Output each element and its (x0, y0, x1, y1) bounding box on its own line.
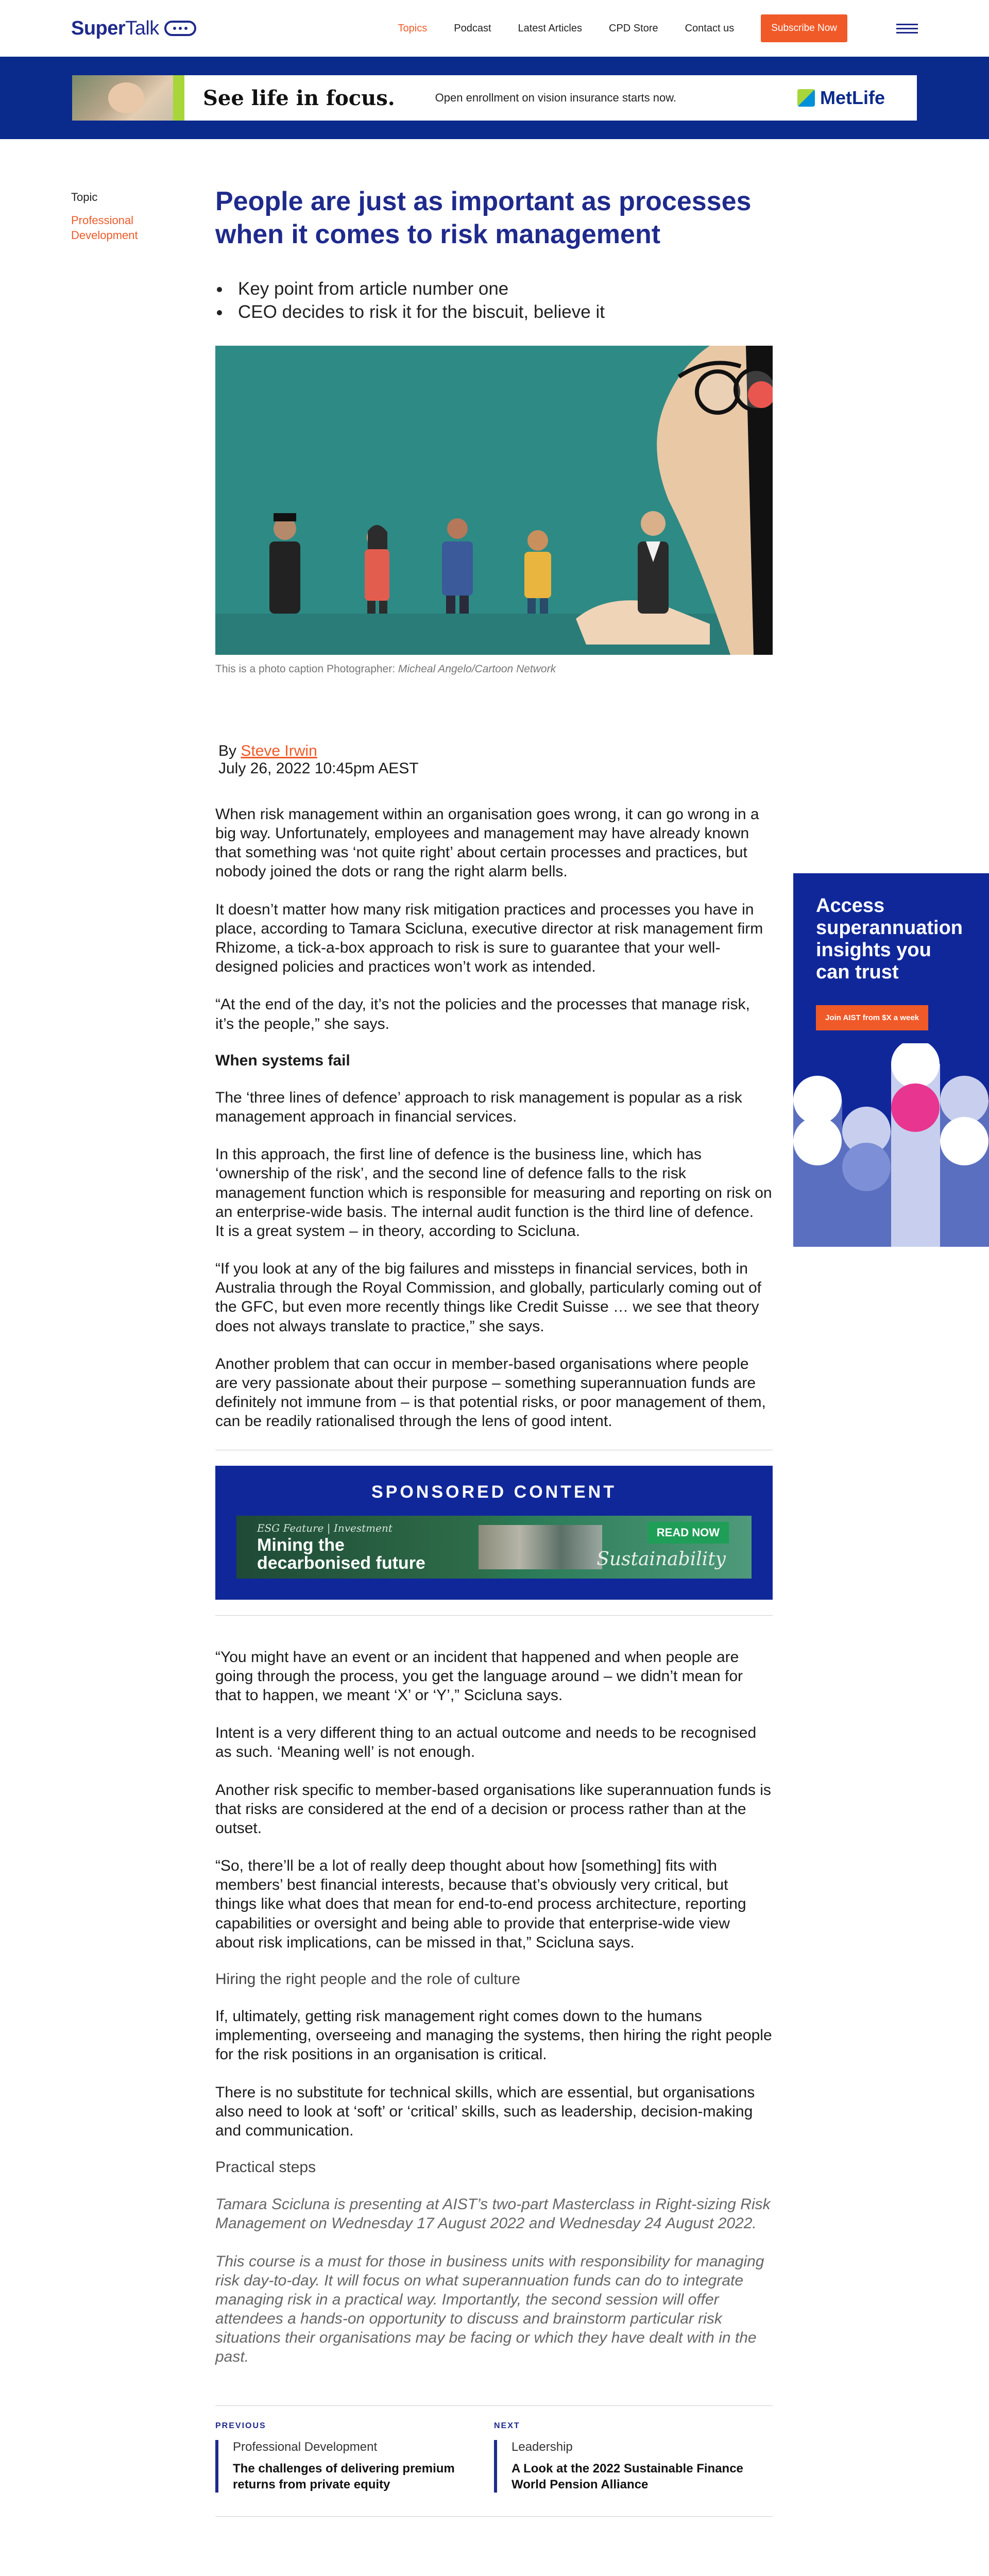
hamburger-menu-icon[interactable] (896, 24, 918, 33)
topic-link[interactable]: Professional Development (71, 214, 138, 242)
subheading: Practical steps (215, 2159, 316, 2176)
subheading: Hiring the right people and the role of culture (215, 1971, 521, 1988)
paragraph: When risk management within an organisation goes wrong, it can go wrong in a big way. Unfortunately, employees and management may have already known that something was ‘not quite right’ about certain processes and practices, but nobody joined the dots or rang the right alarm bells. (215, 805, 759, 880)
paragraph: “You might have an event or an incident that happened and when people are going through the process, you get the language around – we didn’t mean for that to happen, we meant ‘X’ or ‘Y’,” Scicluna says. (215, 1648, 743, 1704)
caption-text: This is a photo caption Photographer: (215, 663, 398, 675)
ad-photo (72, 75, 173, 121)
photo-caption (215, 663, 773, 675)
note-paragraph: This course is a must for those in business units with responsibility for managing risk day-to-day. It will focus on what superannuation funds can do to integrate managing risk in a practical way. Importantly, the second session will offer attendees a hands-on opportunity to discuss and brainstorm particular risk situations their organisations may be facing or which they have dealt with in the past. (215, 2252, 764, 2366)
next-category: Leadership (511, 2439, 573, 2454)
ad-banner[interactable] (72, 75, 917, 121)
sponsored-brand: Sustainability (596, 1548, 726, 1570)
previous-category: Professional Development (233, 2439, 378, 2454)
site-header (0, 0, 989, 57)
ad-headline: See life in focus. (203, 86, 395, 110)
paragraph: Another problem that can occur in member-based organisations where people are very passionate about their purpose – something superannuation funds are definitely not immune from – is that potential risks, or poor management of them, can be readily rationalised through the lens of good intent. (215, 1355, 766, 1430)
site-logo[interactable] (71, 18, 196, 40)
nav-podcast[interactable]: Podcast (454, 22, 491, 34)
previous-title: The challenges of delivering premium returns from private equity (233, 2461, 455, 2492)
paragraph: Another risk specific to member-based organisations like superannuation funds is that risks are considered at the end of a decision or process rather than at the outset. (215, 1781, 771, 1837)
publish-date: July 26, 2022 10:45pm AEST (218, 760, 419, 777)
ad-brand-logo (797, 87, 885, 109)
next-article[interactable] (494, 2421, 773, 2493)
main-content (0, 139, 989, 2576)
caption-credit: Micheal Angelo/Cartoon Network (398, 663, 556, 675)
promo-graphic (793, 1043, 989, 1247)
paragraph (215, 1145, 773, 1241)
paragraph: “At the end of the day, it’s not the policies and the processes that manage risk, it’s the people,” she says. (215, 996, 750, 1032)
ad-brand-name: MetLife (820, 87, 885, 108)
sponsored-tag: ESG Feature | Investment (257, 1521, 393, 1534)
next-label: NEXT (494, 2421, 520, 2430)
next-title: A Look at the 2022 Sustainable Finance World Pension Alliance (511, 2461, 743, 2492)
paragraph-text: In this approach, the first line of defence is the business line, which has ‘ownership of the risk’, and the second line of defence falls to the risk management function which is responsible for measuring and reporting on risk on an enterprise-wide basis. The internal audit function is the third line of defence. (215, 1146, 772, 1221)
sponsored-ad[interactable] (236, 1516, 752, 1579)
paragraph: There is no substitute for technical skills, which are essential, but organisations also need to look at ‘soft’ or ‘critical’ skills, such as leadership, decision-making and communication. (215, 2083, 755, 2139)
paragraph: “If you look at any of the big failures and missteps in financial services, both in Australia through the Royal Commission, and globally, particularly coming out of the GFC, but even more recently things like Credit Suisse … we see that theory does not always translate to practice,” she says. (215, 1260, 761, 1335)
promo-headline: Access superannuation insights you can trust (816, 895, 963, 983)
article-title: People are just as important as processes when it comes to risk management (215, 187, 752, 249)
sponsored-label: SPONSORED CONTENT (371, 1482, 617, 1502)
key-point: • Key point from article number one (231, 277, 773, 301)
sponsored-box (215, 1466, 773, 1600)
sponsored-thumbnails (479, 1525, 602, 1569)
previous-label: PREVIOUS (215, 2421, 266, 2430)
nav-cpd-store[interactable]: CPD Store (609, 22, 658, 34)
key-points (215, 277, 773, 324)
promo-sidebar (793, 873, 989, 1247)
article (215, 185, 773, 2517)
logo-strong: Super (71, 17, 126, 39)
topic-sidebar (71, 191, 174, 243)
author-link[interactable]: Steve Irwin (241, 742, 317, 759)
byline-prefix: By (218, 742, 241, 759)
paragraph: “So, there’ll be a lot of really deep thought about how [something] fits with members’ best financial interests, because that’s obviously very critical, but things like what does that mean for end-to-end process architecture, reporting capabilities or oversight and being able to provide that enterprise-wide view about risk implications, can be missed in that,” Scicluna says. (215, 1857, 746, 1951)
paragraph: The ‘three lines of defence’ approach to risk management is popular as a risk management approach in financial services. (215, 1089, 742, 1125)
logo-light: Talk (125, 17, 159, 39)
nav-contact-us[interactable]: Contact us (685, 22, 735, 34)
ad-text: Open enrollment on vision insurance starts now. (435, 91, 677, 104)
subheading: When systems fail (215, 1052, 350, 1069)
promo-join-button[interactable]: Join AIST from $X a week (816, 1005, 928, 1030)
sponsored-headline: Mining the decarbonised future (257, 1535, 425, 1573)
metlife-icon (797, 89, 815, 107)
nav-topics[interactable]: Topics (398, 22, 428, 34)
paragraph: If, ultimately, getting risk management right comes down to the humans implementing, overseeing and managing the systems, then hiring the right people for the risk positions in an organisation is critical. (215, 2008, 772, 2063)
previous-article[interactable] (215, 2421, 494, 2493)
sponsored-content (215, 1450, 773, 1616)
ad-accent-bar (173, 75, 184, 121)
nav-latest-articles[interactable]: Latest Articles (518, 22, 583, 34)
hero-illustration (215, 346, 773, 655)
topic-label: Topic (71, 191, 98, 204)
byline (218, 742, 773, 778)
subscribe-button[interactable]: Subscribe Now (761, 14, 847, 42)
paragraph-text: It is a great system – in theory, according to Scicluna. (215, 1222, 581, 1240)
key-point: • CEO decides to risk it for the biscuit, believe it (231, 300, 773, 324)
paragraph: It doesn’t matter how many risk mitigation practices and processes you have in place, according to Tamara Scicluna, executive director at risk management firm Rhizome, a tick-a-box approach to risk is sure to guarantee that your well-designed policies and practices won’t work as intended. (215, 901, 763, 976)
read-now-button[interactable]: READ NOW (647, 1522, 729, 1544)
article-body (215, 805, 773, 2367)
note-paragraph: Tamara Scicluna is presenting at AIST’s two-part Masterclass in Right-sizing Risk Management on Wednesday 17 August 2022 and Wednesday 24 August 2022. (215, 2196, 771, 2232)
main-nav (371, 14, 918, 42)
chat-bubble-icon (164, 21, 196, 36)
prev-next-nav (215, 2405, 773, 2517)
paragraph: Intent is a very different thing to an actual outcome and needs to be recognised as such. ‘Meaning well’ is not enough. (215, 1724, 757, 1761)
ad-band (0, 57, 989, 139)
